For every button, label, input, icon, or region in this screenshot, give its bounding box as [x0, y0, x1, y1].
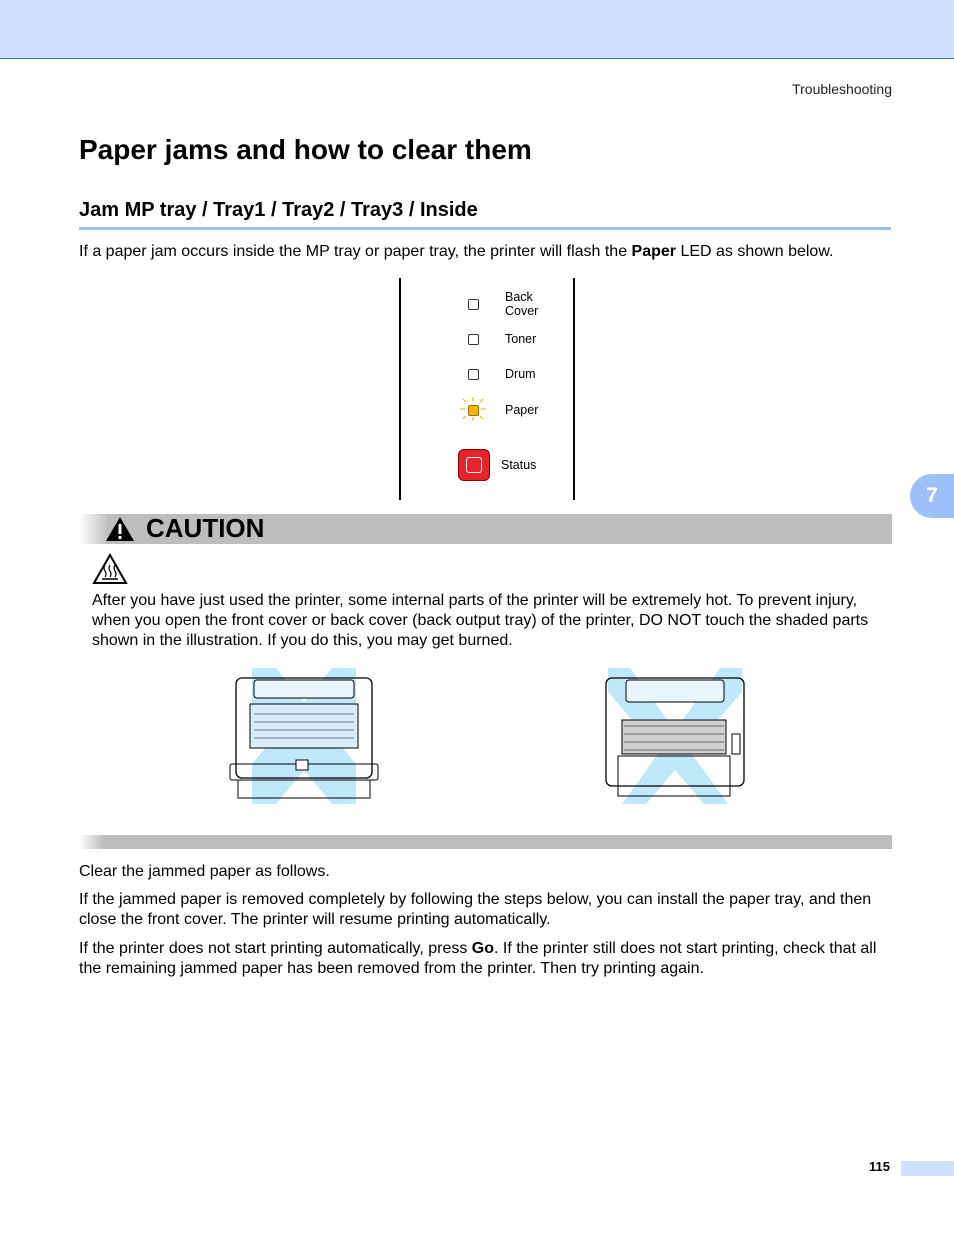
printer-front-illustration [224, 664, 384, 808]
blink-rays-icon [459, 396, 487, 422]
page-number: 115 [869, 1159, 890, 1174]
status-led-button [458, 449, 490, 481]
led-label: Drum [505, 367, 536, 381]
step-paragraph-2: If the jammed paper is removed completely by following the steps below, you can install the paper tray, and then close the front cover. The printer will resume printing automatically. [79, 891, 872, 928]
caution-footer-bar [79, 835, 892, 849]
led-label: Paper [505, 403, 539, 417]
led-label: Status [501, 458, 537, 472]
hot-surface-icon [92, 553, 128, 585]
chapter-tab[interactable]: 7 [910, 474, 954, 518]
led-row-drum [468, 367, 536, 381]
page-number-bar [901, 1161, 954, 1176]
intro-paragraph: If a paper jam occurs inside the MP tray or paper tray, the printer will flash the Paper LED as shown below. [79, 243, 834, 260]
led-indicator-icon [468, 334, 479, 345]
led-label: Toner [505, 332, 537, 346]
section-label: Troubleshooting [792, 81, 892, 97]
led-row-back-cover [468, 290, 538, 318]
led-indicator-icon [468, 369, 479, 380]
led-label: Back [505, 290, 533, 304]
step-paragraph-1: Clear the jammed paper as follows. [79, 863, 330, 880]
led-row-status [501, 458, 536, 472]
warning-triangle-icon [104, 515, 136, 543]
header-band [0, 0, 954, 59]
printer-back-illustration [600, 664, 750, 808]
caution-title: CAUTION [146, 513, 265, 543]
page-title: Paper jams and how to clear them [79, 134, 532, 165]
led-indicator-icon [468, 299, 479, 310]
led-row-toner [468, 332, 536, 346]
led-panel [399, 278, 575, 500]
step-paragraph-3: If the printer does not start printing automatically, press Go. If the printer still does not start printing, check that all the remaining jammed paper has been removed from the printer. Then try printing again. [79, 940, 877, 977]
caution-text: After you have just used the printer, some internal parts of the printer will be extremely hot. To prevent injury, when you open the front cover or back cover (back output tray) of the printer, DO NOT touch the shaded parts shown in the illustration. If you do this, you may get burned. [92, 592, 869, 649]
led-label: Cover [505, 304, 539, 318]
section-heading: Jam MP tray / Tray1 / Tray2 / Tray3 / Inside [79, 199, 891, 230]
